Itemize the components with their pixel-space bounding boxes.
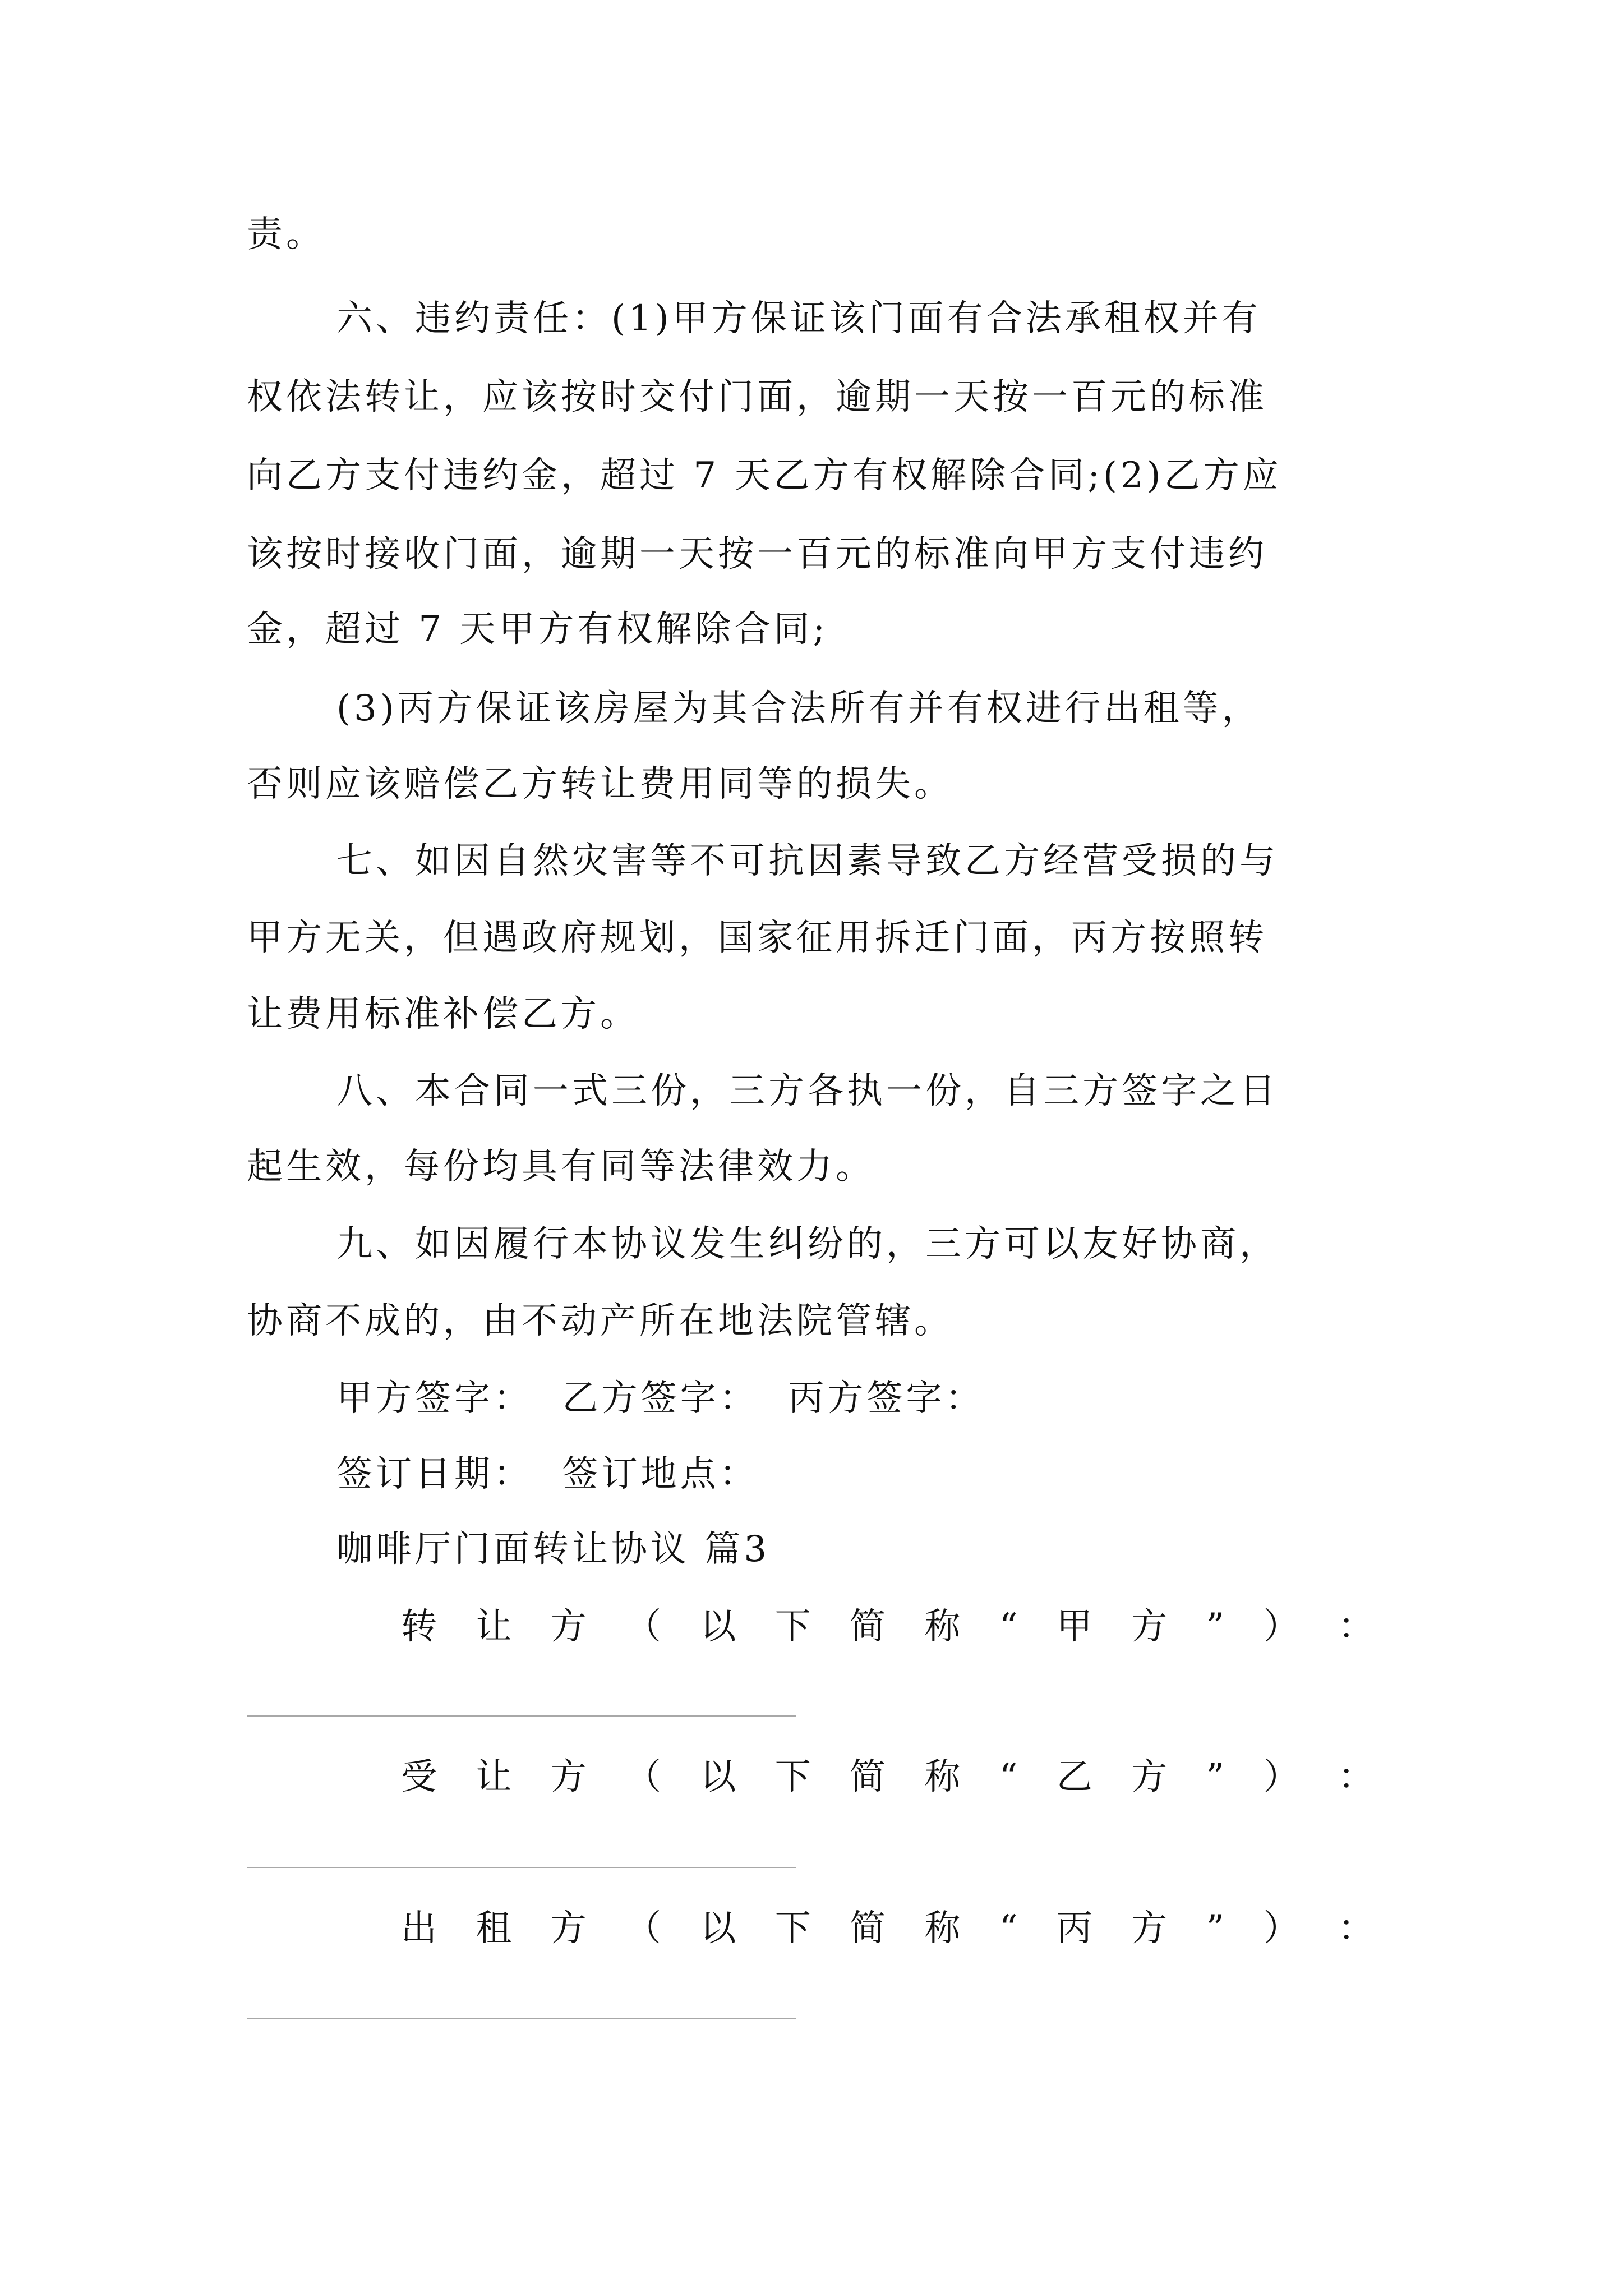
char: “ [999, 1908, 1018, 1949]
char: 以 [700, 1908, 736, 1949]
char: 让 [476, 1606, 512, 1648]
char: 乙 [1056, 1756, 1092, 1798]
char: 甲 [1056, 1606, 1092, 1648]
char: （ [625, 1756, 662, 1798]
char: “ [999, 1606, 1018, 1648]
char: 简 [850, 1606, 886, 1648]
paragraph-line: 九、如因履行本协议发生纠纷的，三方可以友好协商， [336, 1223, 1279, 1265]
char: 简 [850, 1756, 886, 1798]
lessor-blank-line [247, 2018, 796, 2019]
char: “ [999, 1756, 1018, 1798]
transferee-blank-line [247, 1867, 796, 1868]
paragraph-line: 让费用标准补偿乙方。 [247, 993, 639, 1035]
char: 以 [700, 1756, 736, 1798]
paragraph-line: 协商不成的，由不动产所在地法院管辖。 [247, 1300, 953, 1342]
signature-line: 甲方签字： 乙方签字： 丙方签字： [336, 1378, 985, 1419]
char: ： [1338, 1756, 1374, 1798]
transferee-line [401, 1749, 1374, 1805]
char: ） [1263, 1606, 1299, 1648]
char: 称 [924, 1756, 961, 1798]
paragraph-line: 七、如因自然灾害等不可抗因素导致乙方经营受损的与 [336, 840, 1279, 882]
paragraph-line: 六、违约责任：(1)甲方保证该门面有合法承租权并有 [336, 298, 1261, 339]
char: 受 [401, 1756, 437, 1798]
transferor-line [401, 1599, 1374, 1655]
paragraph-line: 八、本合同一式三份，三方各执一份，自三方签字之日 [336, 1070, 1279, 1112]
char: 出 [401, 1908, 437, 1949]
transferor-blank-line [247, 1715, 796, 1717]
char: 租 [476, 1908, 512, 1949]
char: 让 [476, 1756, 512, 1798]
char: 下 [774, 1908, 811, 1949]
char: ） [1263, 1908, 1299, 1949]
char: 转 [401, 1606, 437, 1648]
paragraph-line: 甲方无关，但遇政府规划，国家征用拆迁门面，丙方按照转 [247, 917, 1267, 959]
char: 称 [924, 1606, 961, 1648]
signing-date-place: 签订日期： 签订地点： [336, 1453, 759, 1495]
paragraph-line: 起生效，每份均具有同等法律效力。 [247, 1146, 875, 1188]
char: ： [1338, 1908, 1374, 1949]
paragraph-line: 金，超过 7 天甲方有权解除合同; [247, 609, 828, 650]
paragraph-line: 向乙方支付违约金，超过 7 天乙方有权解除合同;(2)乙方应 [247, 455, 1282, 496]
char: 下 [774, 1606, 811, 1648]
paragraph-line: 该按时接收门面，逾期一天按一百元的标准向甲方支付违约 [247, 533, 1267, 575]
paragraph-line: 否则应该赔偿乙方转让费用同等的损失。 [247, 763, 953, 805]
paragraph-line: 责。 [247, 214, 325, 255]
char: ” [1206, 1606, 1225, 1648]
section-heading: 咖啡厅门面转让协议 篇3 [336, 1529, 771, 1570]
lessor-line [401, 1901, 1374, 1957]
paragraph-line: (3)丙方保证该房屋为其合法所有并有权进行出租等， [336, 688, 1261, 729]
char: 下 [774, 1756, 811, 1798]
char: 以 [700, 1606, 736, 1648]
char: 丙 [1056, 1908, 1092, 1949]
char: 方 [1131, 1756, 1168, 1798]
char: ： [1338, 1606, 1374, 1648]
char: 简 [850, 1908, 886, 1949]
char: ） [1263, 1756, 1299, 1798]
char: 方 [1131, 1606, 1168, 1648]
char: 方 [550, 1606, 587, 1648]
char: ” [1206, 1756, 1225, 1798]
char: （ [625, 1606, 662, 1648]
char: （ [625, 1908, 662, 1949]
paragraph-line: 权依法转让，应该按时交付门面，逾期一天按一百元的标准 [247, 376, 1267, 418]
char: 方 [1131, 1908, 1168, 1949]
char: 称 [924, 1908, 961, 1949]
char: ” [1206, 1908, 1225, 1949]
char: 方 [550, 1908, 587, 1949]
char: 方 [550, 1756, 587, 1798]
